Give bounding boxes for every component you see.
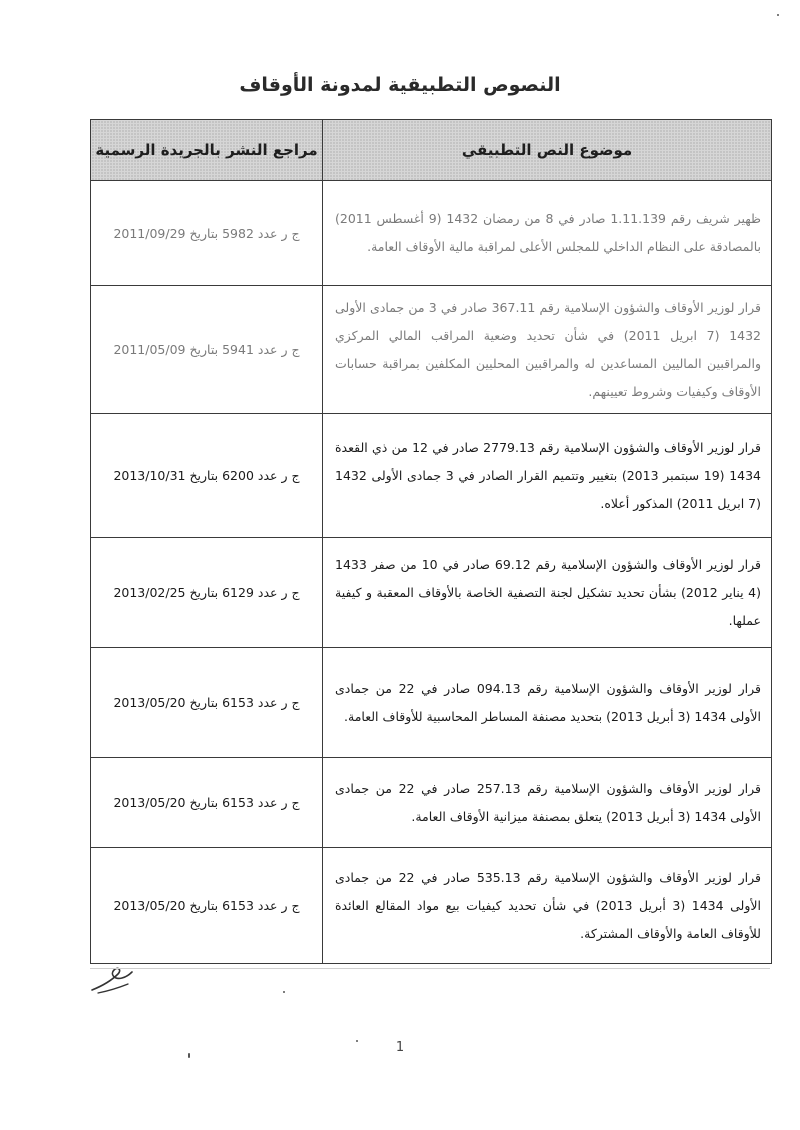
reference-cell: ج ر عدد 6153 بتاريخ 2013/05/20: [91, 648, 323, 758]
scan-speck: [777, 14, 779, 16]
table-row: [91, 538, 772, 648]
table-row: [91, 758, 772, 848]
subject-cell: قرار لوزير الأوقاف والشؤون الإسلامية رقم 367.11 صادر في 3 من جمادى الأولى 1432 (7 ابريل 2011) في شأن تحديد وضعية المراقب المالي المركزي والمراقبين الماليين المساعدين له والمراقبين المحليين المكلفين بمراقبة حسابات الأوقاف وكيفيات وشروط تعيينهم.: [323, 286, 772, 414]
subject-cell: قرار لوزير الأوقاف والشؤون الإسلامية رقم 535.13 صادر في 22 من جمادى الأولى 1434 (3 أبريل 2013) في شأن تحديد كيفيات بيع مواد المقالع العائدة للأوقاف العامة والأوقاف المشتركة.: [323, 848, 772, 964]
legislation-table: [90, 119, 772, 964]
table-header: [91, 120, 772, 181]
footer-divider: [90, 968, 770, 969]
reference-cell: ج ر عدد 5982 بتاريخ 2011/09/29: [91, 181, 323, 286]
table-row: [91, 648, 772, 758]
scan-speck: [188, 1053, 190, 1058]
table-row: [91, 414, 772, 538]
header-row: [91, 120, 772, 181]
table-row: [91, 181, 772, 286]
subject-column-header: موضوع النص التطبيقي: [323, 120, 772, 181]
table-body: [91, 181, 772, 964]
subject-cell: قرار لوزير الأوقاف والشؤون الإسلامية رقم 257.13 صادر في 22 من جمادى الأولى 1434 (3 أبريل 2013) يتعلق بمصنفة ميزانية الأوقاف العامة.: [323, 758, 772, 848]
reference-cell: ج ر عدد 6153 بتاريخ 2013/05/20: [91, 848, 323, 964]
table-row: [91, 848, 772, 964]
reference-cell: ج ر عدد 6200 بتاريخ 2013/10/31: [91, 414, 323, 538]
scan-speck: [283, 991, 285, 993]
reference-cell: ج ر عدد 6153 بتاريخ 2013/05/20: [91, 758, 323, 848]
reference-cell: ج ر عدد 6129 بتاريخ 2013/02/25: [91, 538, 323, 648]
signature-mark: [88, 960, 134, 996]
reference-column-header: مراجع النشر بالجريدة الرسمية: [91, 120, 323, 181]
reference-cell: ج ر عدد 5941 بتاريخ 2011/05/09: [91, 286, 323, 414]
subject-cell: قرار لوزير الأوقاف والشؤون الإسلامية رقم 2779.13 صادر في 12 من ذي القعدة 1434 (19 سبتمبر 2013) بتغيير وتتميم القرار الصادر في 3 جمادى الأولى 1432 (7 ابريل 2011) المذكور أعلاه.: [323, 414, 772, 538]
subject-cell: قرار لوزير الأوقاف والشؤون الإسلامية رقم 69.12 صادر في 10 من صفر 1433 (4 يناير 2012) بشأن تحديد تشكيل لجنة التصفية الخاصة بالأوقاف المعقبة و كيفية عملها.: [323, 538, 772, 648]
subject-cell: قرار لوزير الأوقاف والشؤون الإسلامية رقم 094.13 صادر في 22 من جمادى الأولى 1434 (3 أبريل 2013) بتحديد مصنفة المساطر المحاسبية للأوقاف العامة.: [323, 648, 772, 758]
page-title: النصوص التطبيقية لمدونة الأوقاف: [239, 74, 561, 96]
table-row: [91, 286, 772, 414]
scan-speck: [356, 1040, 358, 1042]
subject-cell: ظهير شريف رقم 1.11.139 صادر في 8 من رمضان 1432 (9 أغسطس 2011) بالمصادقة على النظام الداخلي للمجلس الأعلى لمراقبة مالية الأوقاف العامة.: [323, 181, 772, 286]
page-number: 1: [395, 1040, 405, 1055]
